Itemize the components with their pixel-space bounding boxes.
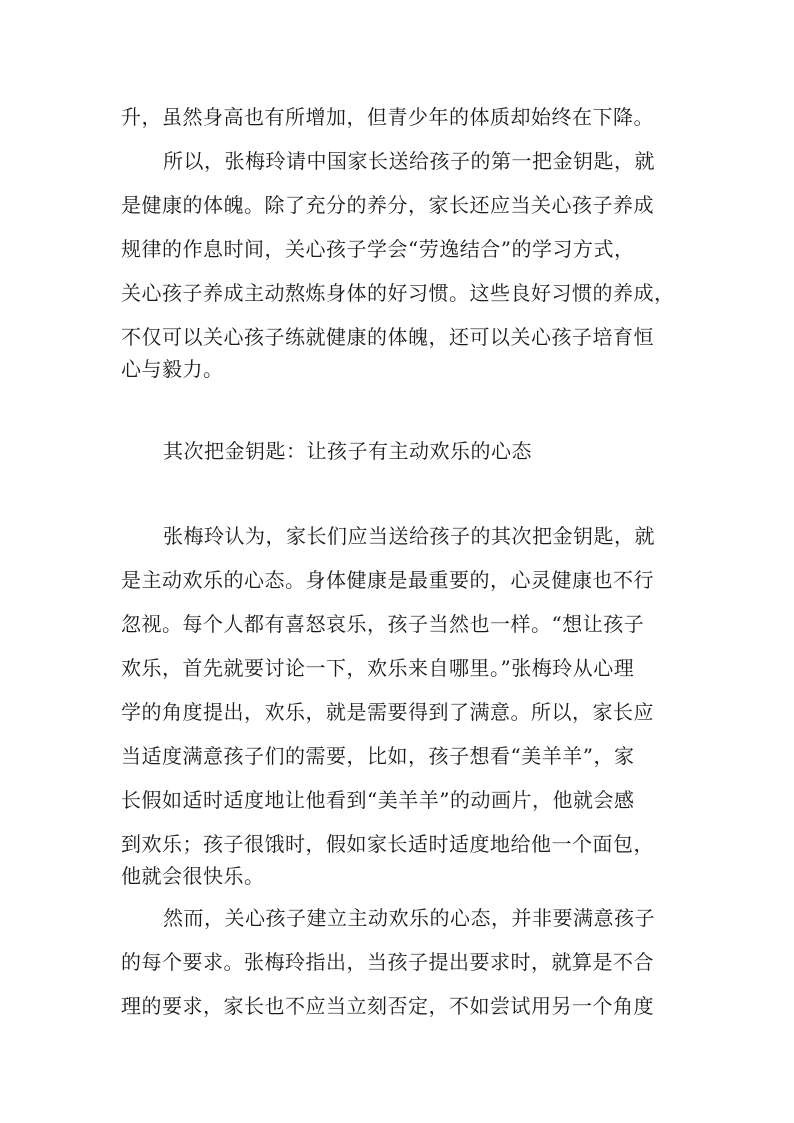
- paragraph-line: 忽视。每个人都有喜怒哀乐，孩子当然也一样。“想让孩子: [121, 612, 645, 636]
- paragraph-line: 欢乐，首先就要讨论一下，欢乐来自哪里。”张梅玲从心理: [121, 656, 635, 680]
- paragraph-line: 规律的作息时间，关心孩子学会“劳逸结合”的学习方式，: [121, 237, 635, 261]
- paragraph-line: 张梅玲认为，家长们应当送给孩子的其次把金钥匙，就: [163, 524, 655, 548]
- paragraph-line: 不仅可以关心孩子练就健康的体魄，还可以关心孩子培育恒: [121, 325, 654, 349]
- paragraph-line: 是健康的体魄。除了充分的养分，家长还应当关心孩子养成: [121, 193, 654, 217]
- paragraph-line: 所以，张梅玲请中国家长送给孩子的第一把金钥匙，就: [163, 149, 655, 173]
- paragraph-line: 当适度满意孩子们的需要，比如，孩子想看“美羊羊”，家: [121, 744, 635, 768]
- paragraph-line: 升，虽然身高也有所增加，但青少年的体质却始终在下降。: [121, 105, 654, 129]
- section-heading: 其次把金钥匙：让孩子有主动欢乐的心态: [163, 439, 532, 463]
- paragraph-line: 是主动欢乐的心态。身体健康是最重要的，心灵健康也不行: [121, 568, 654, 592]
- paragraph-line: 关心孩子养成主动熬炼身体的好习惯。这些良好习惯的养成，: [121, 281, 675, 305]
- paragraph-line: 然而，关心孩子建立主动欢乐的心态，并非要满意孩子: [163, 906, 655, 930]
- paragraph-line: 的每个要求。张梅玲指出，当孩子提出要求时，就算是不合: [121, 950, 654, 974]
- paragraph-line: 他就会很快乐。: [121, 864, 265, 888]
- paragraph-line: 学的角度提出，欢乐，就是需要得到了满意。所以，家长应: [121, 700, 654, 724]
- paragraph-line: 心与毅力。: [121, 357, 224, 381]
- paragraph-line: 理的要求，家长也不应当立刻否定，不如尝试用另一个角度: [121, 994, 654, 1018]
- paragraph-line: 长假如适时适度地让他看到“美羊羊”的动画片，他就会感: [121, 788, 635, 812]
- paragraph-line: 到欢乐；孩子很饿时，假如家长适时适度地给他一个面包，: [121, 832, 654, 856]
